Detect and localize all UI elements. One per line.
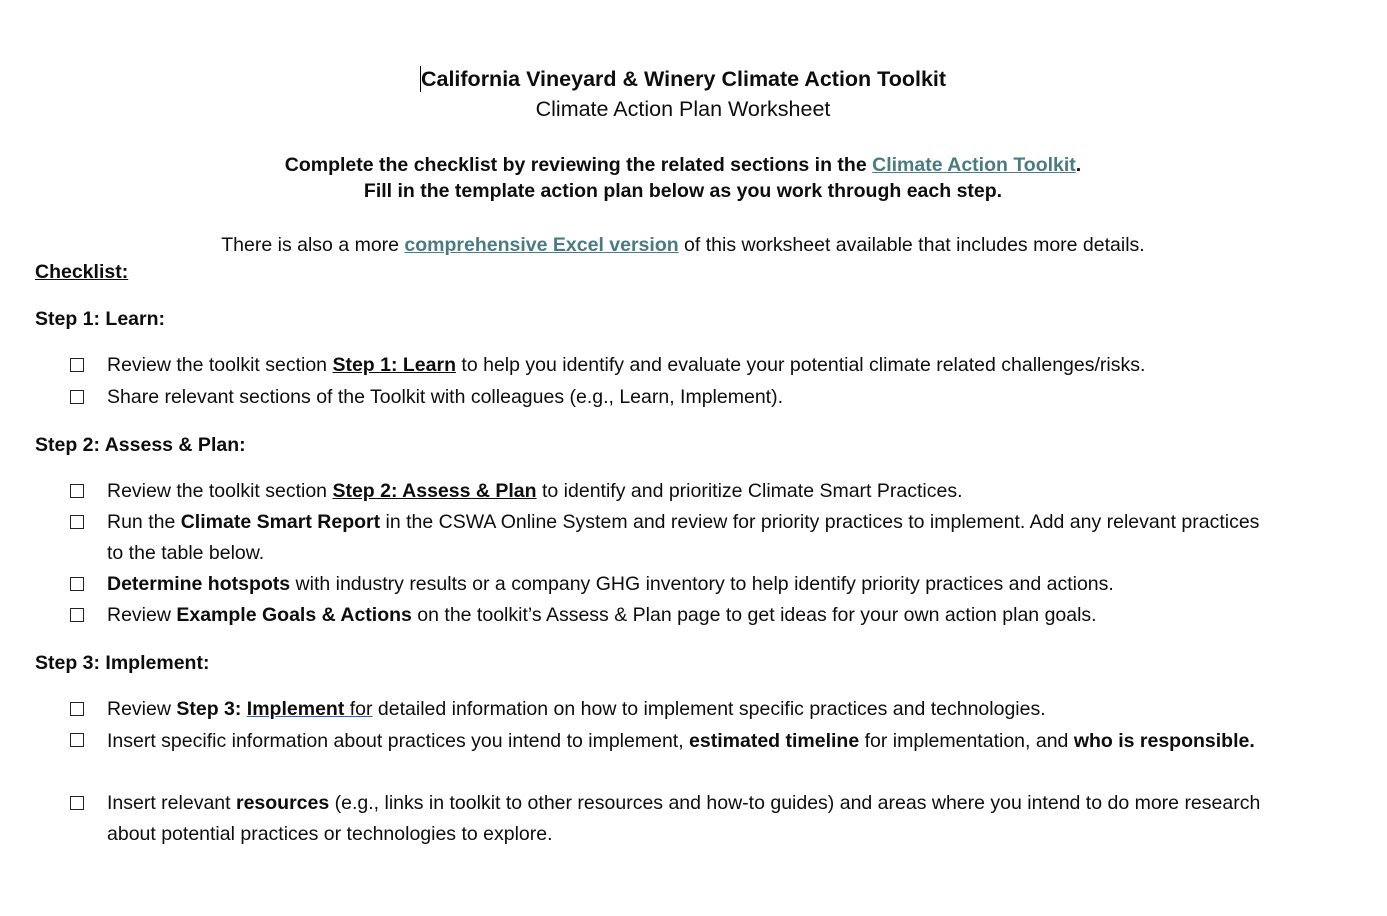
step-1-heading: Step 1: Learn: [35,308,166,330]
instruction-line-2: Fill in the template action plan below as you work through each step. [363,180,1003,202]
text: Review the toolkit section [107,354,333,376]
bold-text: who is responsible. [1073,730,1255,752]
checkbox-icon[interactable] [70,390,84,404]
bold-text: Step 3: [176,698,247,720]
item-text [107,788,1277,850]
item-text [107,350,1277,381]
text: Insert relevant [107,792,236,814]
checkbox-icon[interactable] [70,796,84,810]
text: on the toolkit’s Assess & Plan page to get ideas for your own action plan goals. [411,604,1097,626]
text: Review the toolkit section [107,480,333,502]
step-3-heading: Step 3: Implement: [35,652,210,674]
step-2-heading: Step 2: Assess & Plan: [35,434,246,456]
item-text [107,600,1277,631]
text: Insert specific information about practices you intend to implement, [107,730,690,752]
checkbox-icon[interactable] [70,577,84,591]
bold-text: resources [235,792,330,814]
checkbox-icon[interactable] [70,515,84,529]
checklist-heading: Checklist: [35,261,129,283]
link-tail: for [344,698,373,720]
text: to identify and prioritize Climate Smart Practices. [536,480,963,502]
checkbox-icon[interactable] [70,484,84,498]
instruction-text: Complete the checklist by reviewing the related sections in the [284,154,873,176]
document-title [0,66,1366,92]
step-2-assess-plan-link[interactable]: Step 2: Assess & Plan [332,480,537,502]
note-suffix: of this worksheet available that includes more details. [678,234,1145,256]
text: to help you identify and evaluate your potential climate related challenges/risks. [456,354,1146,376]
text: for implementation, and [859,730,1074,752]
instruction-period: . [1075,154,1082,176]
instruction-line-1 [0,153,1366,177]
item-text [107,476,1277,507]
text: with industry results or a company GHG inventory to help identify priority practices and actions. [290,573,1114,595]
text: Review [107,698,177,720]
checkbox-icon[interactable] [70,608,84,622]
title-text: California Vineyard & Winery Climate Action Toolkit [420,67,947,91]
text: Review [107,604,177,626]
checkbox-icon[interactable] [70,358,84,372]
checkbox-icon[interactable] [70,702,84,716]
text: Run the [107,511,181,533]
item-text: Share relevant sections of the Toolkit with colleagues (e.g., Learn, Implement). [107,386,783,408]
bold-text: Determine hotspots [107,573,291,595]
item-text [107,507,1277,569]
step-1-learn-link[interactable]: Step 1: Learn [332,354,456,376]
item-text [107,569,1277,600]
step-3-implement-link[interactable]: Implement [246,698,345,720]
excel-version-note [0,233,1366,257]
text: (e.g., links in toolkit to other resources and how-to guides) and areas where you intend to do more research about potential practices or technologies to explore. [107,792,1261,845]
excel-version-link[interactable]: comprehensive Excel version [404,234,679,256]
checkbox-icon[interactable] [70,733,84,747]
document-subtitle: Climate Action Plan Worksheet [535,97,831,121]
item-text [107,694,1277,725]
note-prefix: There is also a more [221,234,405,256]
bold-text: Example Goals & Actions [176,604,412,626]
text: detailed information on how to implement specific practices and technologies. [372,698,1046,720]
bold-text: Climate Smart Report [180,511,381,533]
item-text [107,725,1277,757]
climate-action-toolkit-link[interactable]: Climate Action Toolkit [872,154,1076,176]
text: in the CSWA Online System and review for priority practices to implement. Add any relevant practices to the table below. [107,511,1260,564]
bold-text: estimated timeline [689,730,860,752]
